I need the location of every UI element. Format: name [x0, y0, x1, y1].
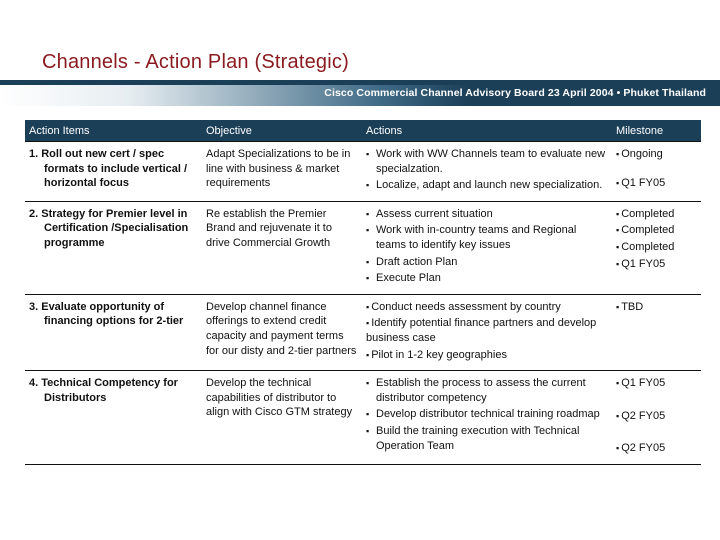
action-bullet: ▪ Identify potential finance partners and develop business case: [366, 316, 608, 345]
table-row: [25, 201, 701, 294]
milestone-bullet: ▪ Q1 FY05: [616, 376, 697, 391]
table-row: [25, 294, 701, 370]
header-objective: Objective: [202, 120, 362, 142]
action-item-text: 2. Strategy for Premier level in Certification /Specialisation programme: [29, 207, 189, 249]
action-bullet: ▪ Develop distributor technical training roadmap: [366, 407, 608, 422]
header-actions: Actions: [362, 120, 612, 142]
objective-cell: Develop the technical capabilities of distributor to align with Cisco GTM strategy: [202, 371, 362, 465]
banner-text: Cisco Commercial Channel Advisory Board 23 April 2004 • Phuket Thailand: [324, 87, 706, 99]
action-plan-table: [25, 120, 701, 465]
actions-cell: [362, 201, 612, 294]
action-item-text: 3. Evaluate opportunity of financing options for 2-tier: [29, 300, 184, 328]
milestone-cell: [612, 294, 701, 370]
action-bullet: ▪ Work with WW Channels team to evaluate new specialzation.: [366, 147, 608, 176]
actions-cell: [362, 142, 612, 202]
action-item-cell: [25, 294, 202, 370]
action-item-cell: [25, 142, 202, 202]
header-action-items: Action Items: [25, 120, 202, 142]
milestone-bullet: ▪ Completed: [616, 240, 697, 255]
action-bullet: ▪ Build the training execution with Technical Operation Team: [366, 424, 608, 453]
milestone-cell: [612, 142, 701, 202]
milestone-bullet: ▪ Q1 FY05: [616, 257, 697, 272]
action-item-text: 4. Technical Competency for Distributors: [29, 377, 178, 404]
action-item-cell: [25, 371, 202, 465]
actions-cell: [362, 294, 612, 370]
milestone-bullet: ▪ Q2 FY05: [616, 409, 697, 424]
milestone-bullet: ▪ Ongoing: [616, 147, 697, 162]
table-header-row: [25, 120, 701, 142]
action-bullet: ▪ Draft action Plan: [366, 255, 608, 270]
milestone-bullet: ▪ TBD: [616, 300, 697, 315]
milestone-cell: [612, 371, 701, 465]
slide-title: Channels - Action Plan (Strategic): [42, 51, 349, 73]
table-row: [25, 142, 701, 202]
milestone-bullet: ▪ Q2 FY05: [616, 441, 697, 456]
milestone-bullet: ▪ Completed: [616, 207, 697, 222]
milestone-bullet: ▪ Q1 FY05: [616, 176, 697, 191]
action-bullet: ▪ Execute Plan: [366, 271, 608, 286]
action-item-cell: [25, 201, 202, 294]
action-bullet: ▪ Work with in-country teams and Regional teams to identify key issues: [366, 223, 608, 252]
action-bullet: ▪ Assess current situation: [366, 207, 608, 222]
table-row: [25, 371, 701, 465]
header-banner: [0, 80, 720, 106]
objective-cell: Adapt Specializations to be in line with business & market requirements: [202, 142, 362, 202]
milestone-bullet: ▪ Completed: [616, 223, 697, 238]
objective-cell: Re establish the Premier Brand and rejuvenate it to drive Commercial Growth: [202, 201, 362, 294]
action-bullet: ▪ Pilot in 1-2 key geographies: [366, 348, 608, 363]
action-bullet: ▪ Establish the process to assess the current distributor competency: [366, 376, 608, 405]
objective-cell: Develop channel finance offerings to extend credit capacity and payment terms for our disty and 2-tier partners: [202, 294, 362, 370]
milestone-cell: [612, 201, 701, 294]
action-item-text: 1. Roll out new cert / spec formats to include vertical / horizontal focus: [29, 148, 188, 190]
header-milestone: Milestone: [612, 120, 701, 142]
action-bullet: ▪ Conduct needs assessment by country: [366, 300, 608, 315]
action-bullet: ▪ Localize, adapt and launch new specialization.: [366, 178, 608, 193]
actions-cell: [362, 371, 612, 465]
